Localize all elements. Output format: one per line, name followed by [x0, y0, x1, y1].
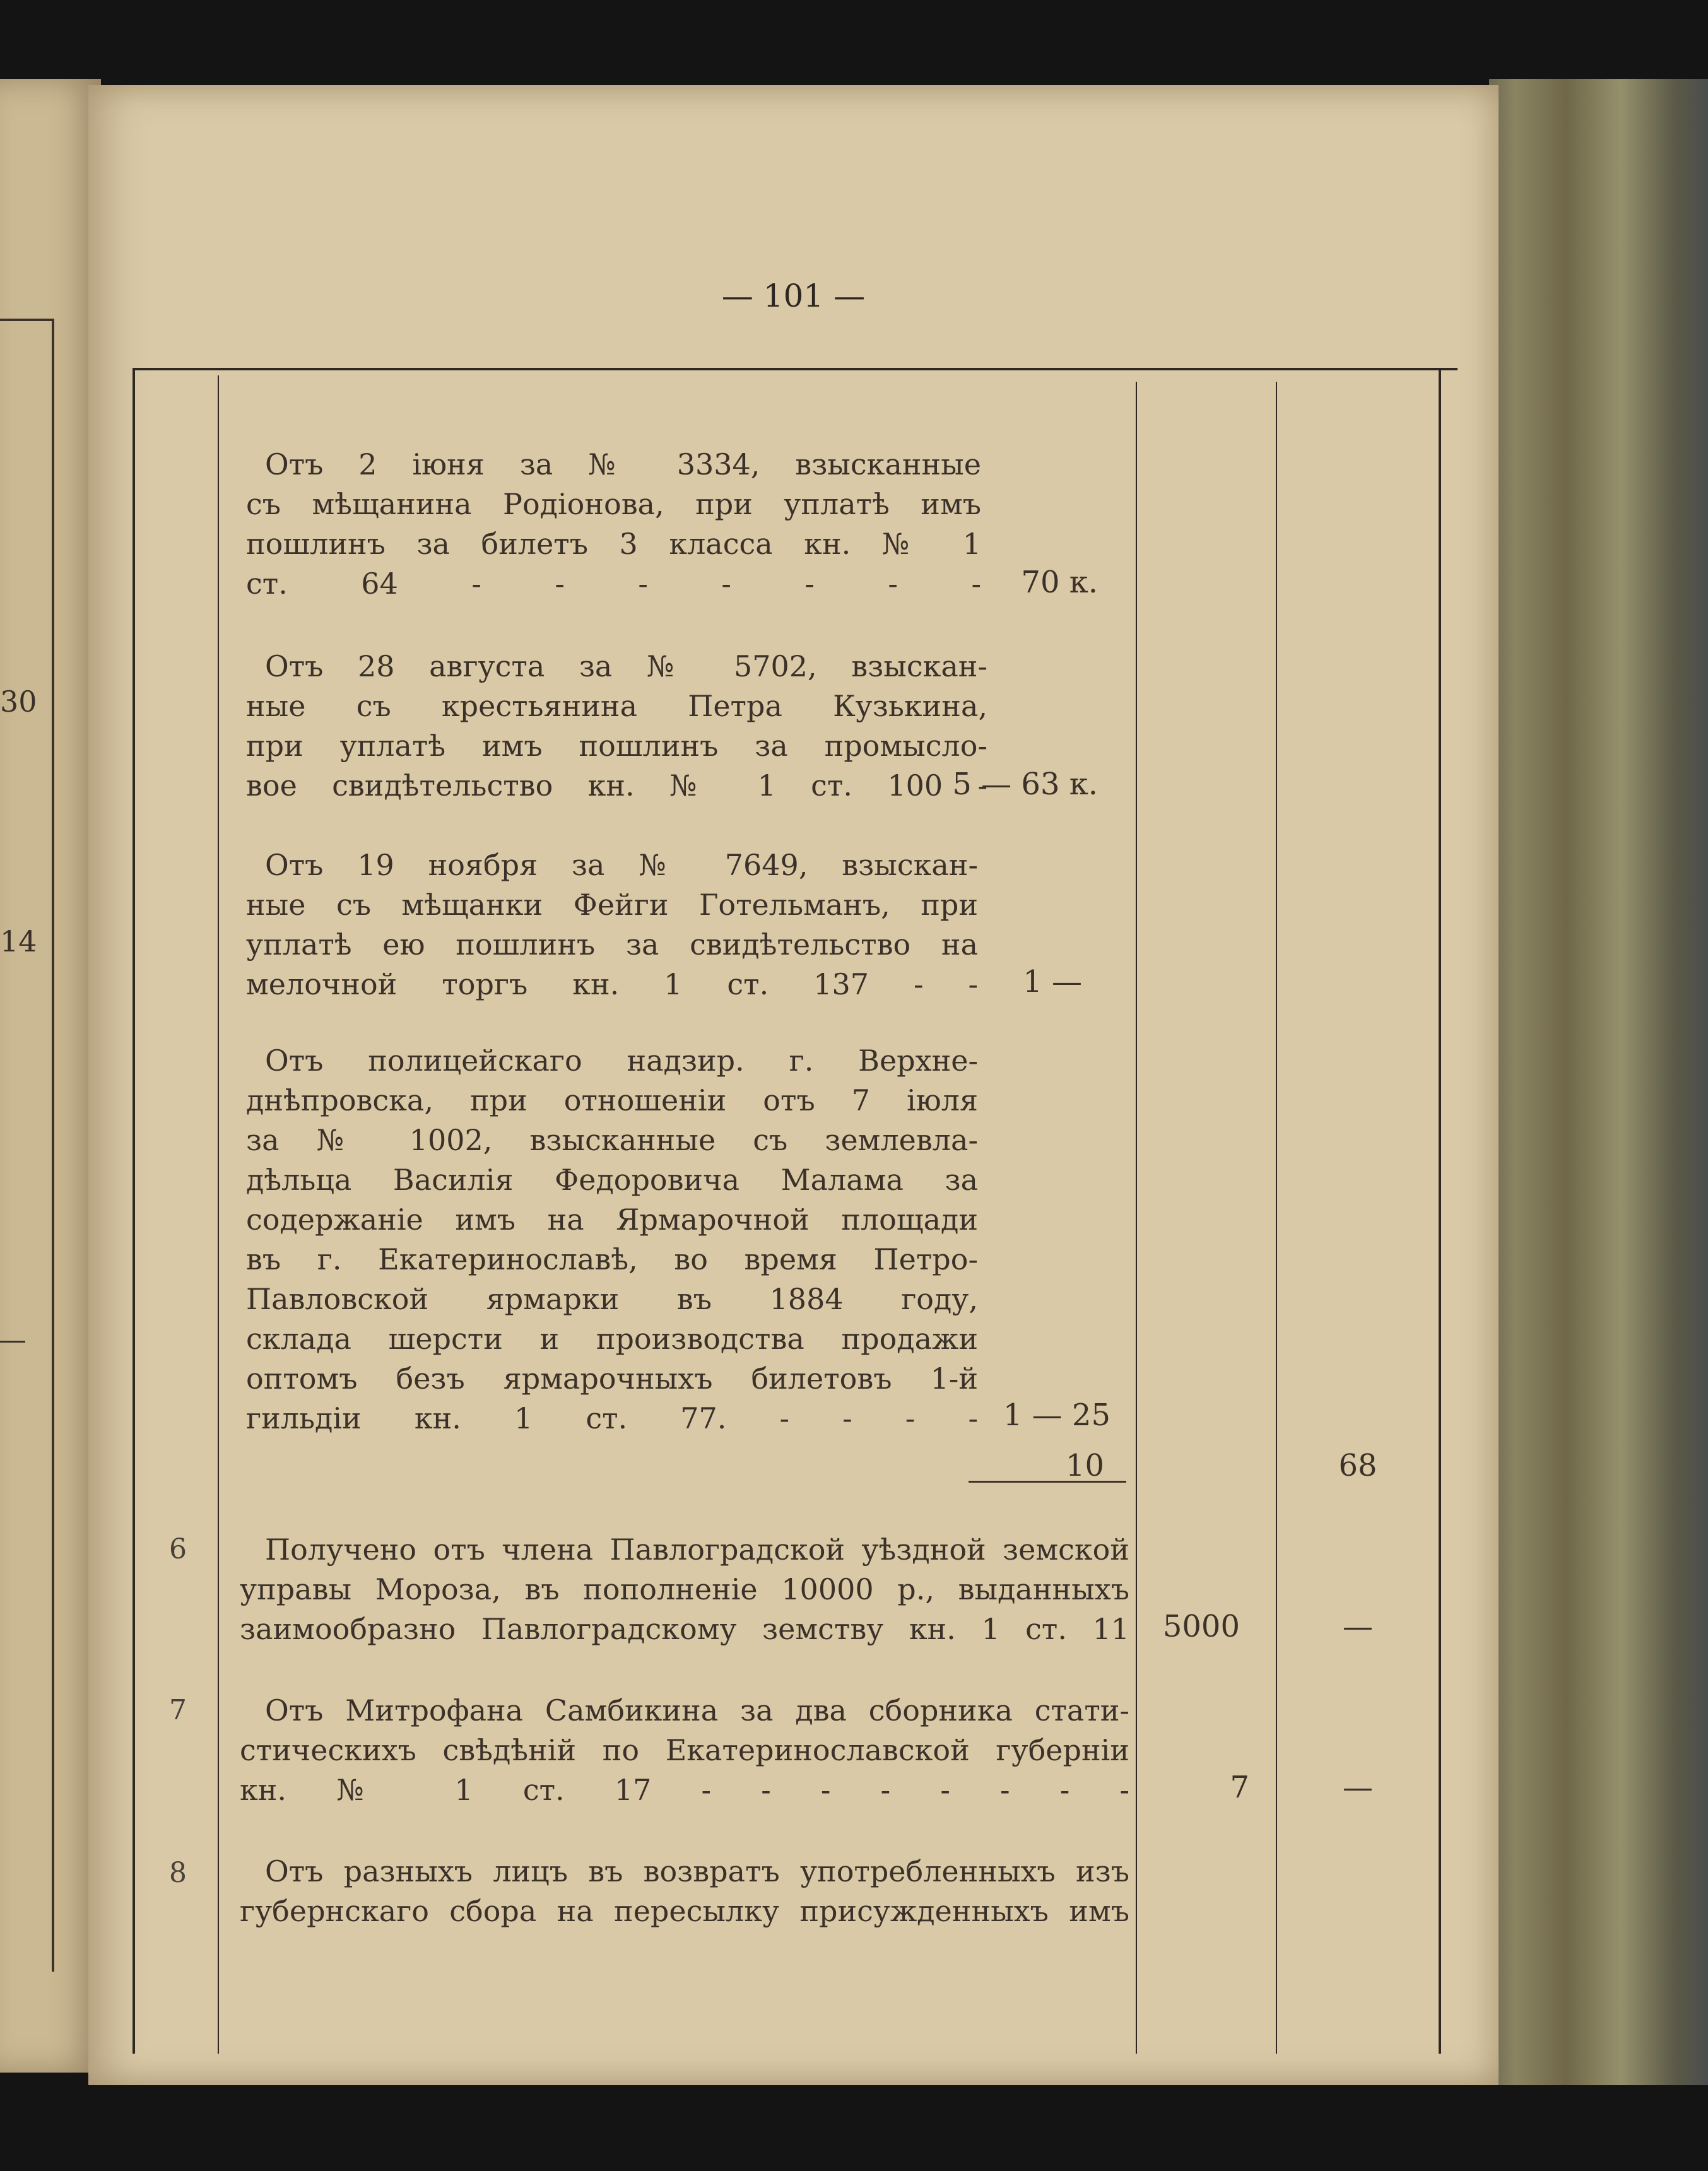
left-page-number-fragment: 14	[0, 924, 37, 958]
sub-entry	[246, 445, 981, 604]
entry-line: содержаніе имъ на Ярмарочной площади	[246, 1203, 978, 1237]
sub-entry	[246, 845, 978, 1004]
item-rubles: 5000	[1162, 1609, 1240, 1644]
item-number: 7	[169, 1694, 187, 1726]
left-page-rule	[0, 319, 54, 321]
left-page-column-rule	[52, 319, 54, 1972]
entry-line: при уплатѣ имъ пошлинъ за промысло-	[246, 729, 987, 763]
entry-line: вое свидѣтельство кн. № 1 ст. 100 -	[246, 768, 987, 803]
item-line: Отъ разныхъ лицъ въ возвратъ употребленныхъ изъ	[265, 1854, 1129, 1888]
number-column-rule	[218, 375, 219, 2054]
entry-line: склада шерсти и производства продажи	[246, 1322, 978, 1356]
item-line: Отъ Митрофана Самбикина за два сборника стати-	[265, 1693, 1129, 1727]
entry-line: Отъ 28 августа за № 5702, взыскан-	[265, 649, 987, 683]
entry-line: съ мѣщанина Родіонова, при уплатѣ имъ	[246, 487, 981, 521]
entry-line: мелочной торгъ кн. 1 ст. 137 - -	[246, 967, 978, 1001]
entry-line: ные съ крестьянина Петра Кузькина,	[246, 689, 987, 723]
entry-line: оптомъ безъ ярмарочныхъ билетовъ 1-й	[246, 1362, 978, 1396]
ledger-item	[240, 1691, 1129, 1810]
entry-amount: 1 — 25	[1003, 1397, 1110, 1433]
sub-entry	[246, 647, 987, 806]
subtotal-rubles: 10	[1065, 1448, 1104, 1483]
sub-entry	[246, 1041, 978, 1439]
item-kopecks: —	[1343, 1609, 1373, 1644]
left-page-dash	[0, 1341, 25, 1343]
entry-amount: 5 — 63 к.	[952, 767, 1098, 802]
entry-line: уплатѣ ею пошлинъ за свидѣтельство на	[246, 927, 978, 962]
item-line: Получено отъ члена Павлоградской уѣздной земской	[265, 1533, 1129, 1567]
page-number: — 101 —	[721, 278, 866, 314]
entry-line: Отъ 2 іюня за № 3334, взысканные	[265, 447, 981, 481]
entry-line: днѣпровска, при отношеніи отъ 7 іюля	[246, 1083, 978, 1117]
entry-line: дѣльца Василія Федоровича Малама за	[246, 1163, 978, 1197]
left-page-edge	[0, 79, 101, 2073]
item-line: стическихъ свѣдѣній по Екатеринославской губерніи	[240, 1733, 1129, 1767]
book-page-edges	[1489, 79, 1708, 2085]
entry-line: Отъ 19 ноября за № 7649, взыскан-	[265, 848, 978, 882]
subtotal-kopecks: 68	[1338, 1448, 1377, 1483]
rubles-column-rule	[1136, 382, 1137, 2054]
entry-line: Отъ полицейскаго надзир. г. Верхне-	[265, 1044, 978, 1078]
entry-line: ные съ мѣщанки Фейги Готельманъ, при	[246, 888, 978, 922]
item-line: управы Мороза, въ пополненіе 10000 р., выданныхъ	[240, 1572, 1129, 1606]
table-left-border	[133, 368, 135, 2054]
entry-line: гильдіи кн. 1 ст. 77. - - - -	[246, 1401, 978, 1435]
table-top-rule	[133, 368, 1458, 370]
entry-line: ст. 64 - - - - - - -	[246, 567, 981, 601]
item-number: 8	[169, 1857, 187, 1889]
item-kopecks: —	[1343, 1770, 1373, 1805]
item-rubles: 7	[1230, 1770, 1249, 1805]
ledger-item	[240, 1852, 1129, 1931]
entry-line: за № 1002, взысканные съ землевла-	[246, 1123, 978, 1157]
item-line: заимообразно Павлоградскому земству кн. 1 ст. 11	[240, 1612, 1129, 1646]
item-number: 6	[169, 1533, 187, 1565]
entry-line: пошлинъ за билетъ 3 класса кн. № 1	[246, 527, 981, 561]
entry-line: въ г. Екатеринославѣ, во время Петро-	[246, 1242, 978, 1276]
ledger-item	[240, 1530, 1129, 1649]
left-page-number-fragment: 30	[0, 685, 37, 719]
entry-amount: 70 к.	[1021, 565, 1098, 600]
table-right-border	[1439, 368, 1441, 2054]
book-page	[88, 85, 1499, 2085]
kopecks-column-rule	[1276, 382, 1277, 2054]
item-line: кн. № 1 ст. 17 - - - - - - - -	[240, 1773, 1129, 1807]
entry-amount: 1 —	[1023, 964, 1082, 999]
entry-line: Павловской ярмарки въ 1884 году,	[246, 1282, 978, 1316]
item-line: губернскаго сбора на пересылку присужденныхъ имъ	[240, 1894, 1129, 1928]
